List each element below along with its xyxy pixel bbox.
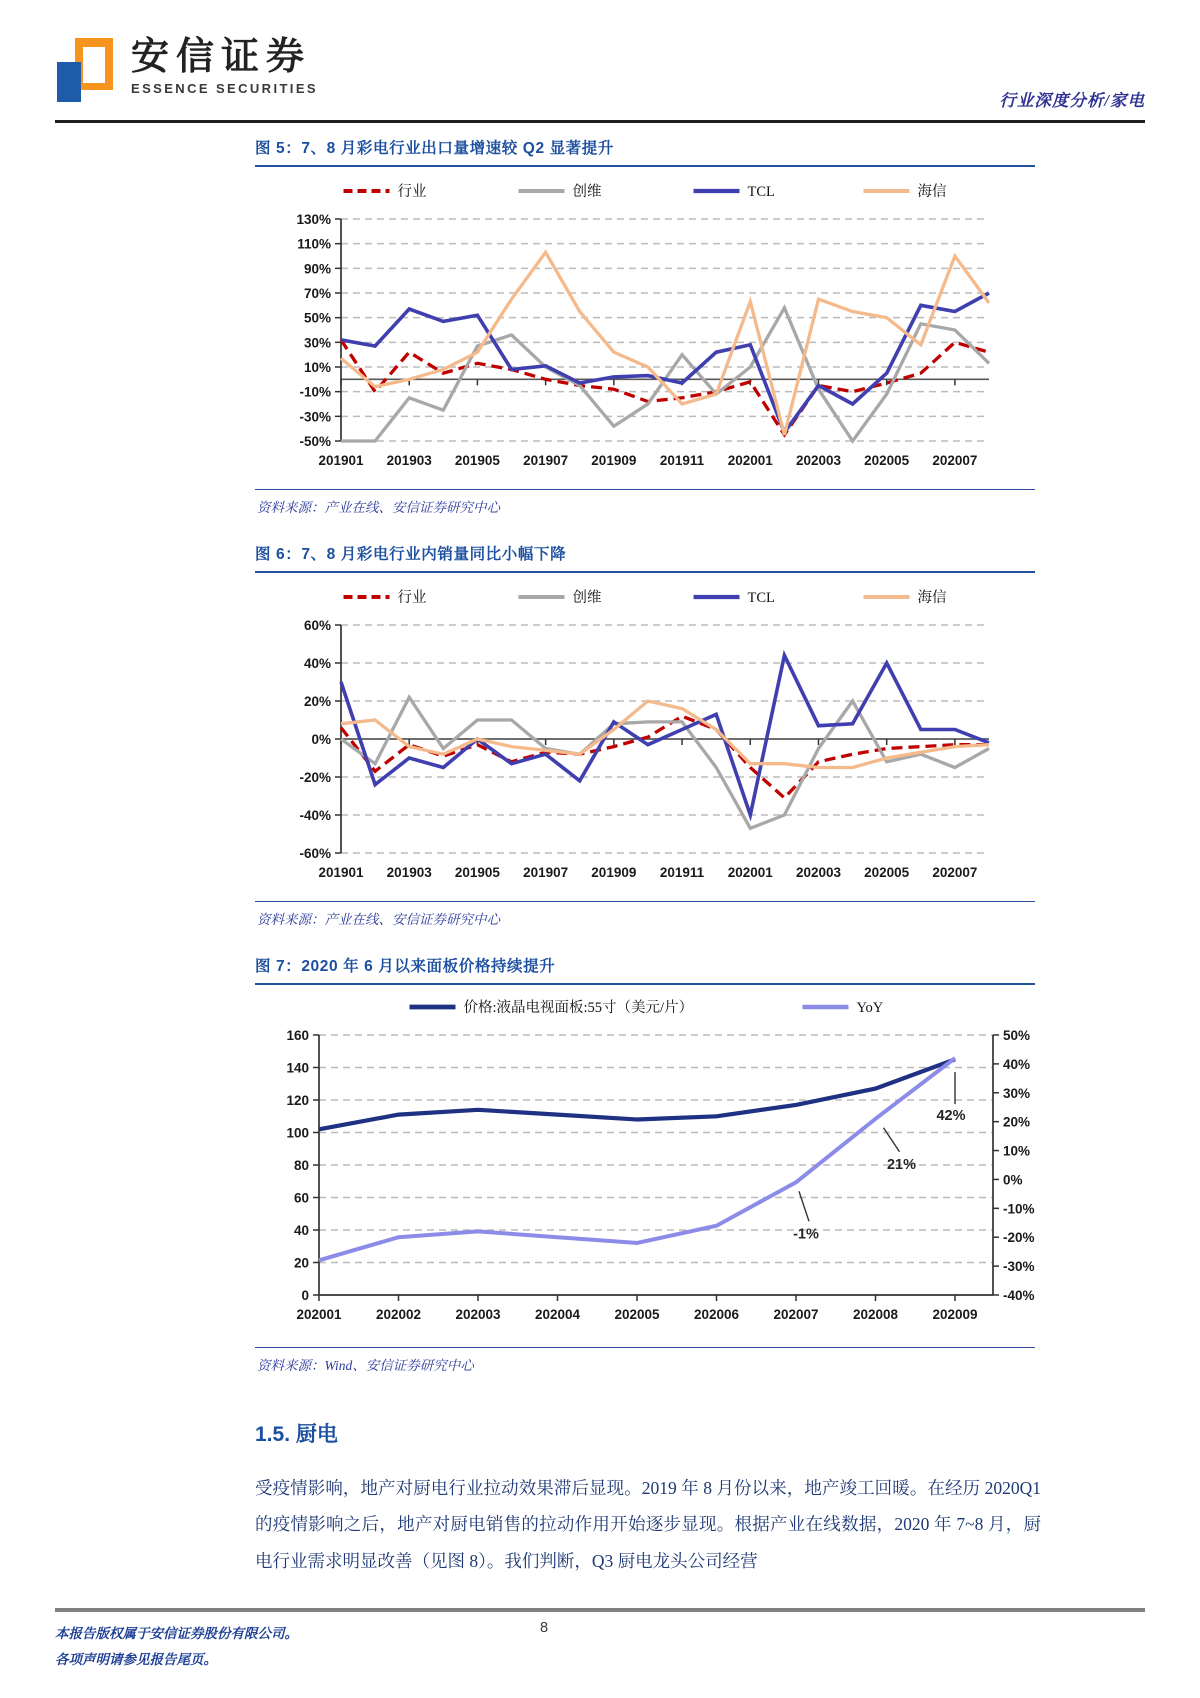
figure-6-source: 资料来源：产业在线、安信证券研究中心: [257, 912, 500, 927]
svg-text:202005: 202005: [864, 865, 910, 880]
svg-text:140: 140: [286, 1060, 309, 1076]
svg-text:海信: 海信: [917, 590, 947, 606]
svg-text:70%: 70%: [303, 286, 331, 301]
svg-text:201903: 201903: [386, 453, 432, 468]
svg-text:201901: 201901: [318, 453, 364, 468]
logo-blue-shape: [57, 62, 81, 102]
svg-text:130%: 130%: [296, 212, 331, 227]
svg-text:-20%: -20%: [299, 770, 331, 785]
svg-text:20%: 20%: [1003, 1114, 1031, 1130]
figure-6-title: 图 6：7、8 月彩电行业内销量同比小幅下降: [255, 542, 1035, 573]
svg-text:201909: 201909: [591, 865, 637, 880]
svg-text:10%: 10%: [1003, 1143, 1031, 1159]
svg-text:202009: 202009: [932, 1307, 978, 1322]
svg-text:40%: 40%: [1003, 1056, 1031, 1072]
svg-text:0%: 0%: [311, 732, 331, 747]
report-body: [255, 136, 1041, 1579]
svg-text:-1%: -1%: [793, 1226, 819, 1243]
svg-text:行业: 行业: [397, 184, 427, 200]
svg-text:40%: 40%: [303, 656, 331, 671]
svg-text:-30%: -30%: [1003, 1259, 1035, 1275]
svg-text:201905: 201905: [454, 453, 500, 468]
svg-text:110%: 110%: [297, 236, 331, 252]
svg-text:202003: 202003: [455, 1307, 501, 1322]
svg-text:60%: 60%: [303, 618, 331, 633]
report-category-label: 行业深度分析/家电: [999, 91, 1145, 110]
svg-text:-50%: -50%: [299, 434, 331, 449]
svg-text:201905: 201905: [454, 865, 500, 880]
svg-text:40: 40: [293, 1223, 309, 1238]
figure-7-title: 图 7：2020 年 6 月以来面板价格持续提升: [255, 954, 1035, 985]
svg-text:202001: 202001: [727, 865, 773, 880]
svg-text:-40%: -40%: [299, 808, 331, 823]
footer-line-1: 本报告版权属于安信证券股份有限公司。: [55, 1626, 298, 1641]
svg-text:-10%: -10%: [1003, 1201, 1035, 1217]
svg-text:50%: 50%: [303, 310, 331, 326]
svg-text:202006: 202006: [693, 1307, 740, 1322]
svg-text:202007: 202007: [773, 1307, 819, 1322]
svg-text:20%: 20%: [303, 694, 331, 709]
svg-text:50%: 50%: [1003, 1028, 1031, 1043]
svg-text:42%: 42%: [936, 1108, 966, 1125]
svg-text:202007: 202007: [932, 865, 978, 880]
svg-text:80: 80: [293, 1158, 309, 1173]
figure-5-line-chart: [255, 175, 1035, 487]
svg-text:0%: 0%: [1003, 1172, 1023, 1188]
svg-text:21%: 21%: [886, 1156, 917, 1173]
svg-text:60: 60: [293, 1190, 309, 1206]
svg-text:202003: 202003: [795, 865, 842, 880]
logo-white-notch: [83, 47, 105, 83]
svg-text:160: 160: [286, 1028, 309, 1043]
svg-text:202001: 202001: [296, 1307, 342, 1322]
svg-text:海信: 海信: [917, 184, 947, 200]
svg-text:创维: 创维: [572, 184, 602, 200]
figure-6: [255, 542, 1035, 928]
brand-logo: [55, 38, 318, 102]
svg-text:201911: 201911: [659, 865, 705, 880]
svg-text:10%: 10%: [303, 360, 331, 375]
svg-text:TCL: TCL: [747, 184, 775, 200]
svg-text:30%: 30%: [303, 335, 331, 351]
svg-text:202008: 202008: [852, 1307, 899, 1322]
svg-text:202005: 202005: [614, 1307, 660, 1322]
svg-text:201909: 201909: [591, 453, 637, 468]
figure-5-title: 图 5：7、8 月彩电行业出口量增速较 Q2 显著提升: [255, 136, 1035, 167]
svg-text:YoY: YoY: [856, 1000, 884, 1016]
svg-text:0: 0: [301, 1288, 309, 1303]
figure-7-dual-axis-chart: [255, 993, 1035, 1345]
svg-text:202007: 202007: [932, 453, 978, 468]
svg-text:创维: 创维: [572, 590, 602, 606]
section-heading-kitchen-appliances: 1.5. 厨电: [255, 1423, 338, 1446]
footer-divider: [55, 1608, 1145, 1612]
figure-5-source: 资料来源：产业在线、安信证券研究中心: [257, 500, 500, 515]
svg-text:-10%: -10%: [299, 384, 331, 400]
footer-line-2: 各项声明请参见报告尾页。: [55, 1652, 217, 1668]
brand-name-cn: 安信证券: [131, 36, 312, 78]
svg-text:201907: 201907: [523, 865, 569, 880]
svg-text:30%: 30%: [1003, 1085, 1031, 1101]
brand-name-en: ESSENCE SECURITIES: [131, 80, 318, 96]
svg-text:20: 20: [293, 1255, 309, 1271]
svg-text:-60%: -60%: [299, 846, 331, 861]
page-number: 8: [539, 1620, 549, 1636]
svg-text:201901: 201901: [318, 865, 364, 880]
svg-text:TCL: TCL: [747, 590, 775, 606]
svg-text:202003: 202003: [795, 453, 842, 468]
svg-text:202001: 202001: [727, 453, 773, 468]
figure-5: [255, 136, 1035, 516]
svg-text:90%: 90%: [303, 261, 331, 277]
svg-text:100: 100: [286, 1125, 309, 1141]
svg-text:-40%: -40%: [1003, 1288, 1035, 1303]
svg-text:120: 120: [286, 1093, 309, 1108]
figure-6-line-chart: [255, 581, 1035, 899]
essence-securities-logo-icon: [55, 38, 115, 102]
svg-text:行业: 行业: [397, 590, 427, 606]
brand-text: [131, 38, 318, 96]
svg-text:-20%: -20%: [1003, 1230, 1035, 1246]
svg-text:价格:液晶电视面板:55寸（美元/片）: 价格:液晶电视面板:55寸（美元/片）: [463, 1000, 694, 1016]
svg-text:201903: 201903: [386, 865, 432, 880]
svg-text:202005: 202005: [864, 453, 910, 468]
figure-7-source: 资料来源：Wind、安信证券研究中心: [257, 1358, 474, 1373]
svg-text:-30%: -30%: [299, 409, 331, 425]
svg-text:202002: 202002: [375, 1307, 422, 1322]
page-header: [55, 34, 1145, 123]
body-paragraph: 受疫情影响，地产对厨电行业拉动效果滞后显现。2019 年 8 月份以来，地产竣工回暖。在经历 2020Q1 的疫情影响之后，地产对厨电销售的拉动作用开始逐步显现。根据产业在线数据，2020 年 7~8 月，厨电行业需求明显改善（见图 8）。我们判断，Q3 厨电龙头公司经营: [255, 1478, 1041, 1571]
svg-text:201907: 201907: [523, 453, 569, 468]
svg-text:201911: 201911: [659, 453, 705, 468]
svg-text:202004: 202004: [534, 1307, 581, 1322]
figure-7: [255, 954, 1035, 1374]
